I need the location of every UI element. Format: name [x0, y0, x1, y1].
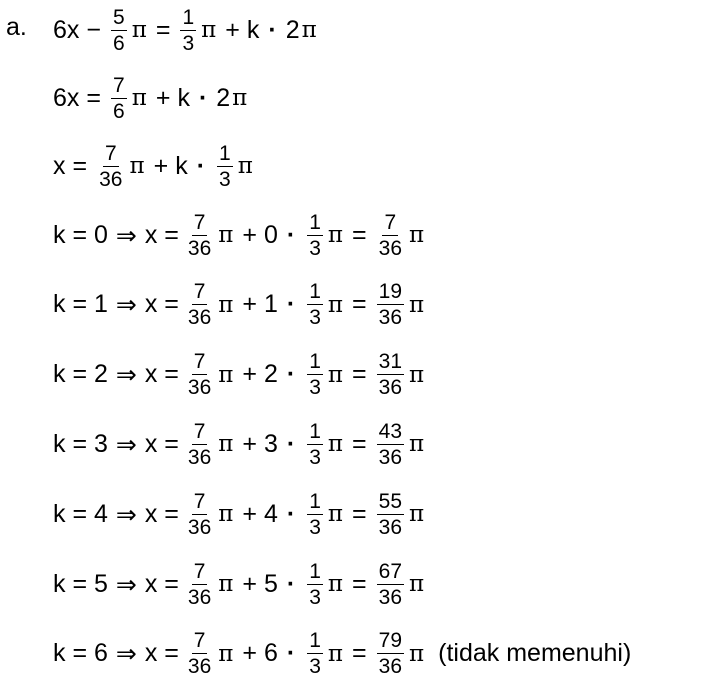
fraction — [307, 491, 323, 538]
k-value: 2 — [264, 360, 278, 389]
equals-sign: = — [352, 569, 367, 598]
multiplier: 2 — [285, 15, 300, 44]
plus-sign: + — [242, 639, 257, 668]
fraction — [307, 630, 323, 677]
fraction — [97, 143, 124, 190]
lhs: 6x — [53, 83, 80, 112]
k-equals: k = 6 — [53, 639, 108, 668]
fraction — [186, 561, 213, 608]
equation-line-2 — [53, 68, 249, 128]
pi-symbol: π — [327, 361, 344, 388]
multiply-dot: · — [286, 499, 296, 528]
denominator: 36 — [187, 236, 212, 260]
fraction — [186, 351, 213, 398]
multiply-dot: · — [286, 639, 296, 668]
x-equals: x = — [144, 360, 179, 389]
pi-symbol: π — [218, 222, 234, 248]
k-value: 0 — [264, 220, 278, 249]
numerator: 1 — [309, 419, 321, 443]
numerator: 1 — [309, 559, 321, 583]
k-equals: k = 0 — [53, 220, 108, 249]
fraction — [180, 7, 196, 54]
equals-sign: = — [352, 639, 367, 668]
numerator: 7 — [193, 559, 206, 583]
numerator: 79 — [378, 629, 403, 653]
k-row-4 — [53, 484, 438, 544]
implies-arrow: ⇒ — [115, 499, 137, 529]
numerator: 7 — [384, 210, 397, 234]
k-value: 3 — [264, 429, 278, 458]
k-variable: k — [175, 151, 188, 180]
fraction — [307, 351, 323, 398]
denominator: 3 — [309, 376, 321, 400]
equals-sign: = — [352, 499, 367, 528]
denominator: 36 — [187, 306, 212, 330]
denominator: 36 — [187, 655, 212, 679]
multiply-dot: · — [286, 569, 296, 598]
pi-symbol: π — [327, 291, 344, 318]
implies-arrow: ⇒ — [115, 639, 137, 669]
multiply-dot: · — [286, 220, 296, 249]
denominator: 3 — [309, 236, 321, 260]
fraction — [186, 491, 213, 538]
fraction — [186, 281, 213, 328]
pi-symbol: π — [327, 431, 344, 458]
plus-sign: + — [225, 15, 240, 44]
fraction — [111, 75, 127, 122]
pi-symbol: π — [327, 222, 344, 248]
numerator: 7 — [193, 629, 206, 653]
implies-arrow: ⇒ — [115, 290, 137, 320]
fraction — [217, 143, 233, 190]
k-row-5 — [53, 554, 438, 614]
pi-symbol: π — [232, 85, 248, 111]
lhs: x — [53, 151, 66, 180]
denominator: 36 — [378, 585, 403, 609]
result-fraction — [377, 281, 404, 328]
lhs: 6x — [53, 15, 80, 44]
numerator: 7 — [193, 419, 206, 443]
denominator: 3 — [182, 31, 195, 55]
fraction — [186, 212, 213, 259]
denominator: 3 — [309, 306, 321, 330]
implies-arrow: ⇒ — [115, 569, 137, 599]
denominator: 36 — [378, 655, 403, 679]
x-equals: x = — [144, 290, 179, 319]
k-variable: k — [177, 83, 190, 112]
numerator: 1 — [182, 5, 195, 29]
numerator: 1 — [309, 350, 321, 374]
k-row-3 — [53, 414, 438, 474]
numerator: 55 — [378, 489, 403, 513]
numerator: 31 — [378, 350, 403, 374]
numerator: 7 — [193, 280, 206, 304]
k-equals: k = 2 — [53, 360, 108, 389]
denominator: 3 — [309, 585, 321, 609]
plus-sign: + — [242, 290, 257, 319]
denominator: 3 — [219, 167, 231, 191]
equals-sign: = — [72, 151, 88, 180]
pi-symbol: π — [409, 501, 425, 528]
result-fraction — [377, 212, 404, 259]
pi-symbol: π — [327, 501, 344, 528]
k-value: 6 — [264, 639, 278, 668]
pi-symbol: π — [218, 640, 234, 667]
equals-sign: = — [155, 15, 171, 44]
fraction — [186, 630, 213, 677]
pi-symbol: π — [409, 571, 425, 597]
multiply-dot: · — [286, 429, 296, 458]
multiply-dot: · — [198, 83, 208, 112]
k-value: 4 — [264, 499, 278, 528]
pi-symbol: π — [327, 640, 344, 667]
note: (tidak memenuhi) — [438, 639, 632, 668]
numerator: 7 — [193, 350, 206, 374]
pi-symbol: π — [409, 431, 425, 458]
k-row-6 — [53, 624, 631, 684]
denominator: 3 — [309, 515, 321, 539]
denominator: 6 — [113, 99, 125, 123]
equals-sign: = — [352, 360, 367, 389]
pi-symbol: π — [409, 222, 425, 248]
denominator: 36 — [187, 515, 212, 539]
x-equals: x = — [144, 429, 179, 458]
denominator: 36 — [99, 167, 123, 191]
pi-symbol: π — [301, 17, 317, 43]
implies-arrow: ⇒ — [115, 429, 137, 459]
result-fraction — [377, 351, 404, 398]
fraction — [307, 212, 323, 259]
plus-sign: + — [155, 83, 171, 112]
numerator: 1 — [309, 210, 321, 234]
pi-symbol: π — [409, 640, 425, 667]
multiply-dot: · — [196, 151, 206, 180]
pi-symbol: π — [409, 361, 425, 388]
pi-symbol: π — [409, 291, 425, 318]
denominator: 36 — [187, 376, 212, 400]
plus-sign: + — [242, 360, 257, 389]
numerator: 67 — [378, 559, 403, 583]
pi-symbol: π — [327, 571, 344, 597]
k-variable: k — [246, 15, 260, 44]
pi-symbol: π — [218, 571, 234, 597]
numerator: 43 — [378, 419, 403, 443]
numerator: 7 — [193, 489, 206, 513]
k-equals: k = 5 — [53, 569, 108, 598]
fraction — [307, 561, 323, 608]
k-row-0 — [53, 205, 438, 265]
equals-sign: = — [352, 220, 367, 249]
denominator: 36 — [378, 236, 403, 260]
x-equals: x = — [144, 499, 179, 528]
multiply-dot: · — [286, 290, 296, 319]
denominator: 36 — [378, 376, 403, 400]
k-value: 5 — [264, 569, 278, 598]
fraction — [307, 281, 323, 328]
equals-sign: = — [352, 429, 367, 458]
k-row-2 — [53, 345, 438, 405]
pi-symbol: π — [131, 17, 147, 43]
k-equals: k = 1 — [53, 290, 108, 319]
pi-symbol: π — [237, 153, 253, 179]
pi-symbol: π — [201, 17, 217, 43]
equals-sign: = — [86, 83, 102, 112]
denominator: 3 — [309, 655, 321, 679]
denominator: 36 — [378, 515, 403, 539]
denominator: 36 — [187, 445, 212, 469]
numerator: 7 — [193, 210, 206, 234]
pi-symbol: π — [218, 431, 234, 458]
x-equals: x = — [144, 639, 179, 668]
x-equals: x = — [144, 220, 179, 249]
implies-arrow: ⇒ — [115, 220, 137, 250]
denominator: 36 — [378, 445, 403, 469]
numerator: 1 — [309, 489, 321, 513]
k-equals: k = 4 — [53, 499, 108, 528]
result-fraction — [377, 630, 404, 677]
implies-arrow: ⇒ — [115, 360, 137, 390]
numerator: 7 — [113, 73, 125, 97]
result-fraction — [377, 491, 404, 538]
k-value: 1 — [264, 290, 278, 319]
numerator: 19 — [378, 280, 403, 304]
denominator: 6 — [113, 31, 125, 55]
equation-line-3 — [53, 136, 255, 196]
pi-symbol: π — [218, 291, 234, 318]
multiply-dot: · — [268, 15, 277, 44]
fraction — [186, 421, 213, 468]
pi-symbol: π — [218, 361, 234, 388]
plus-sign: + — [242, 429, 257, 458]
numerator: 1 — [309, 629, 321, 653]
minus-sign: − — [86, 15, 102, 44]
part-label: a. — [6, 13, 27, 41]
numerator: 1 — [219, 141, 231, 165]
x-equals: x = — [144, 569, 179, 598]
numerator: 5 — [113, 5, 125, 29]
k-equals: k = 3 — [53, 429, 108, 458]
pi-symbol: π — [129, 153, 145, 179]
plus-sign: + — [242, 569, 257, 598]
equals-sign: = — [352, 290, 367, 319]
numerator: 7 — [104, 141, 117, 165]
numerator: 1 — [309, 280, 321, 304]
k-row-1 — [53, 275, 438, 335]
pi-symbol: π — [131, 85, 147, 111]
denominator: 3 — [309, 445, 321, 469]
fraction — [307, 421, 323, 468]
multiplier: 2 — [216, 83, 231, 112]
denominator: 36 — [187, 585, 212, 609]
plus-sign: + — [242, 220, 257, 249]
result-fraction — [377, 561, 404, 608]
result-fraction — [377, 421, 404, 468]
equation-line-1 — [53, 0, 319, 60]
denominator: 36 — [378, 306, 403, 330]
multiply-dot: · — [286, 360, 296, 389]
plus-sign: + — [242, 499, 257, 528]
pi-symbol: π — [218, 501, 234, 528]
fraction — [111, 7, 127, 54]
plus-sign: + — [153, 151, 169, 180]
